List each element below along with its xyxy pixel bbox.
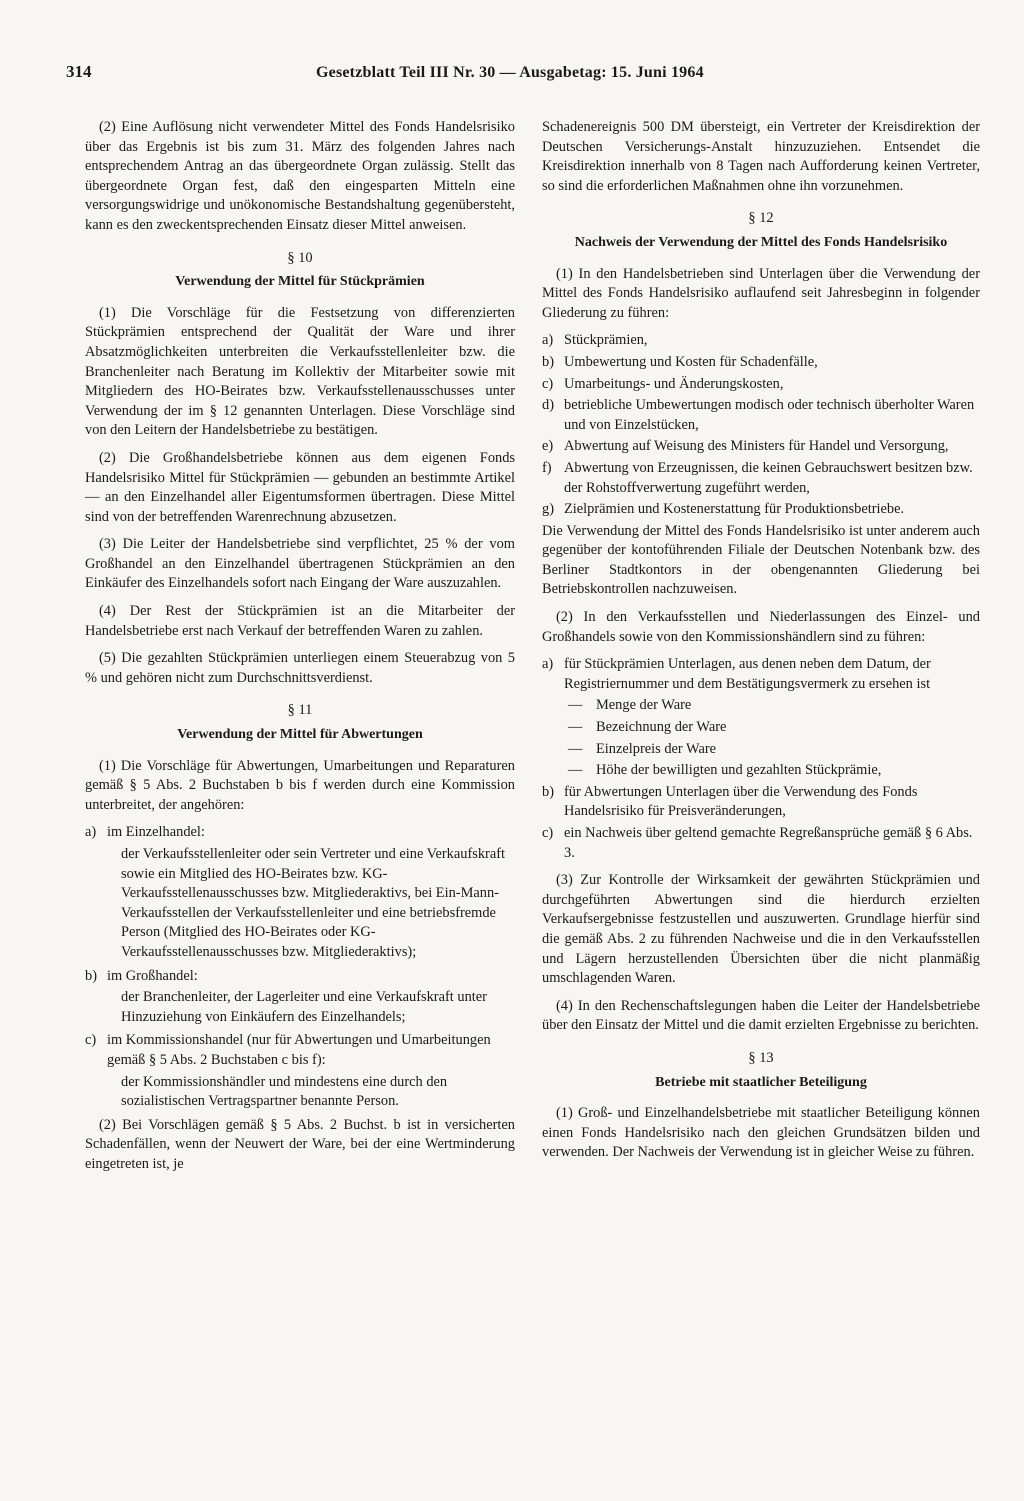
section-title: Betriebe mit staatlicher Beteiligung — [655, 1074, 867, 1090]
list-item — [542, 353, 980, 373]
list-label: b) — [542, 783, 554, 800]
list-label: a) — [85, 824, 97, 841]
paragraph: (2) In den Verkaufsstellen und Niederlassungen des Einzel- und Großhandels sowie von den Kommissionshändlern sind zu führen: — [542, 609, 980, 645]
paragraph: (1) In den Handelsbetrieben sind Unterlagen über die Verwendung der Mittel des Fonds Handelsrisiko auflaufend seit Jahresbeginn in folgender Gliederung zu führen: — [542, 265, 980, 321]
paragraph: (1) Die Vorschläge für die Festsetzung von differenzierten Stückprämien entsprechend der Qualität der Ware und ihrer Absatzmöglichkeiten unterbreiten die Verkaufsstellenleiter bzw. die Branchenleiter nach Beratung im Kollektiv der Mitarbeiter sowie mit Mitgliedern des HO-Beirates bzw. Verkaufsstellenausschusses unter Verwendung der im § 12 genannten Unterlagen. Diese Vorschläge sind von den Leitern der Handelsbetriebe zu bestätigen. — [85, 304, 515, 439]
paragraph: (3) Zur Kontrolle der Wirksamkeit der gewährten Stückprämien und durchgeführten Abwertungen sind die hierdurch erzielten Verkaufsergebnisse festzustellen und auszuwerten. Grundlage hierfür sind die gemäß Abs. 2 zu führenden Nachweise und die in den Verkaufsstellen und Lägern herzustellenden Übersichten über die nicht planmäßig umschlagenden Waren. — [542, 872, 980, 987]
right-column — [542, 118, 980, 1171]
list-label: f) — [542, 459, 552, 476]
paragraph: Schadenereignis 500 DM übersteigt, ein Vertreter der Kreisdirektion der Deutschen Versicherungs-Anstalt hinzuzuziehen. Entsendet die Kreisdirektion innerhalb von 8 Tagen nach Aufforderung keinen Vertreter, so sind die erforderlichen Maßnahmen ohne ihn vorzunehmen. — [542, 119, 980, 194]
paragraph: Die Verwendung der Mittel des Fonds Handelsrisiko ist unter anderem auch gegenüber der kontoführenden Filiale der Deutschen Notenbank bzw. des Berliner Stadtkontors in der obengenannten Gliederung bei Betriebskontrollen nachzuweisen. — [542, 522, 980, 598]
paragraph: (1) Groß- und Einzelhandelsbetriebe mit staatlicher Beteiligung können einen Fonds Handelsrisiko nach den gleichen Grundsätzen bilden und verwenden. Der Nachweis der Verwendung ist in gleicher Weise zu führen. — [542, 1105, 980, 1161]
list-label: c) — [85, 1032, 97, 1049]
paragraph: (4) Der Rest der Stückprämien ist an die Mitarbeiter der Handelsbetriebe erst nach Verkauf der betreffenden Waren zu zahlen. — [85, 603, 515, 639]
dash-text: Menge der Ware — [596, 697, 692, 714]
dash-label: — — [568, 697, 583, 714]
list-item — [542, 331, 980, 351]
dash-text: Bezeichnung der Ware — [596, 719, 727, 736]
dash-text: Einzelpreis der Ware — [596, 740, 717, 757]
section-title: Nachweis der Verwendung der Mittel des Fonds Handelsrisiko — [574, 234, 948, 250]
paragraph: (4) In den Rechenschaftslegungen haben die Leiter der Handelsbetriebe über den Einsatz der Mittel und die damit erzielten Ergebnisse zu berichten. — [542, 997, 980, 1034]
list-label: a) — [542, 332, 554, 349]
list-item — [542, 824, 980, 863]
list-text: Zielprämien und Kostenerstattung für Produktionsbetriebe. — [564, 501, 905, 518]
dash-item — [568, 718, 980, 738]
paragraph: (1) Die Vorschläge für Abwertungen, Umarbeitungen und Reparaturen gemäß § 5 Abs. 2 Buchstaben b bis f werden durch eine Kommission unterbreitet, der angehören: — [85, 757, 515, 813]
list-label: c) — [542, 825, 554, 841]
list-label: a) — [542, 656, 554, 673]
list-label: g) — [542, 501, 554, 518]
paragraph: (2) Eine Auflösung nicht verwendeter Mittel des Fonds Handelsrisiko über das Ergebnis ist bis zum 31. März des folgenden Jahres nach entsprechendem Antrag an das übergeordnete Organ zulässig. Stellt das übergeordnete Organ fest, daß den eingesparten Mitteln eine versorgungswidrige und unökonomische Bestandshaltung gegenübersteht, kann es den zweckentsprechenden Einsatz dieser Mittel anweisen. — [85, 119, 515, 233]
list-subtext: der Kommissionshändler und mindestens eine durch den sozialistischen Vertragspartner benannte Person. — [121, 1073, 448, 1110]
running-title: Gesetzblatt Teil III Nr. 30 — Ausgabetag: 15. Juni 1964 — [316, 64, 704, 81]
list-label: c) — [542, 375, 554, 392]
list-item — [542, 500, 980, 520]
paragraph: (2) Bei Vorschlägen gemäß § 5 Abs. 2 Buchst. b ist in versicherten Schadenfällen, wenn der Neuwert der Ware, bei der eine Wertminderung eingetreten ist, je — [85, 1116, 515, 1172]
list-text: für Stückprämien Unterlagen, aus denen neben dem Datum, der Registriernummer und dem Bestätigungsvermerk zu ersehen ist — [564, 656, 931, 692]
list-text: im Einzelhandel: — [107, 824, 205, 841]
list-text: im Kommissionshandel (nur für Abwertungen und Umarbeitungen gemäß § 5 Abs. 2 Buchstaben c bis f): — [107, 1032, 491, 1068]
section-number: § 12 — [748, 210, 774, 227]
dash-label: — — [568, 762, 583, 779]
list-text: ein Nachweis über geltend gemachte Regreßansprüche gemäß § 6 Abs. 3. — [564, 825, 973, 861]
dash-text: Höhe der bewilligten und gezahlten Stückprämie, — [596, 762, 882, 779]
list-label: e) — [542, 438, 554, 455]
dash-item — [568, 696, 980, 716]
dash-label: — — [568, 719, 583, 736]
paragraph: (2) Die Großhandelsbetriebe können aus dem eigenen Fonds Handelsrisiko Mittel für Stückprämien — gebunden an bestimmte Artikel — an den Einzelhandel aller Eigentumsformen übertragen. Diese Mittel sind von der betreffenden Warenrechnung abzusetzen. — [85, 449, 515, 525]
list-text: Abwertung von Erzeugnissen, die keinen Gebrauchswert besitzen bzw. der Rohstoffverwertung zugeführt werden, — [564, 459, 973, 496]
gliederung-list — [542, 331, 980, 519]
list-label: b) — [85, 967, 97, 984]
list-subtext: der Branchenleiter, der Lagerleiter und eine Verkaufskraft unter Hinzuziehung von Einkäufern des Einzelhandels; — [121, 989, 487, 1025]
list-text: Stückprämien, — [564, 332, 648, 349]
paragraph: (5) Die gezahlten Stückprämien unterliegen einem Steuerabzug von 5 % und gehören nicht zum Durchschnittsverdienst. — [85, 650, 515, 686]
list-item — [542, 396, 980, 435]
section-title: Verwendung der Mittel für Stückprämien — [175, 274, 425, 290]
list-subtext: der Verkaufsstellenleiter oder sein Vertreter und eine Verkaufskraft sowie ein Mitglied des HO-Beirates bzw. KG-Verkaufsstellenausschusses bzw. Mitgliederaktivs, bei Ein-Mann-Verkaufsstellen der Verkaufsstellenleiter und eine betriebsfremde Person (Mitglied des HO-Beirates oder KG-Verkaufsstellenausschusses bzw. Mitgliederaktivs); — [121, 846, 505, 960]
page-header — [66, 62, 966, 88]
list-text: betriebliche Umbewertungen modisch oder technisch überholter Waren und von Einzelstücken, — [564, 397, 975, 433]
dash-label: — — [568, 740, 583, 757]
list-text: Umbewertung und Kosten für Schadenfälle, — [564, 353, 818, 370]
section-number: § 11 — [287, 702, 313, 719]
page-number: 314 — [66, 62, 92, 81]
list-text: für Abwertungen Unterlagen über die Verwendung des Fonds Handelsrisiko für Preisveränderungen, — [564, 783, 918, 820]
list-item — [542, 459, 980, 498]
list-text: im Großhandel: — [107, 967, 198, 984]
list-text: Umarbeitungs- und Änderungskosten, — [564, 375, 784, 392]
left-column — [85, 118, 515, 1183]
section-number: § 13 — [748, 1049, 774, 1066]
list-item — [85, 823, 515, 843]
list-item — [542, 437, 980, 457]
section-number: § 10 — [287, 249, 313, 266]
dash-item — [568, 740, 980, 760]
list-item — [542, 783, 980, 822]
list-item — [542, 375, 980, 395]
list-text: Abwertung auf Weisung des Ministers für Handel und Versorgung, — [564, 438, 949, 455]
list-item — [85, 1031, 515, 1070]
list-item — [85, 967, 515, 987]
dash-item — [568, 761, 980, 781]
list-item — [542, 655, 980, 694]
list-label: b) — [542, 353, 554, 370]
list-label: d) — [542, 397, 554, 414]
section-title: Verwendung der Mittel für Abwertungen — [177, 727, 423, 743]
paragraph: (3) Die Leiter der Handelsbetriebe sind verpflichtet, 25 % der vom Großhandel an den Einzelhandel übertragenen Stückprämien an den Einkäufer des Einzelhandels sofort nach Eingang der Ware auszuzahlen. — [85, 536, 515, 592]
